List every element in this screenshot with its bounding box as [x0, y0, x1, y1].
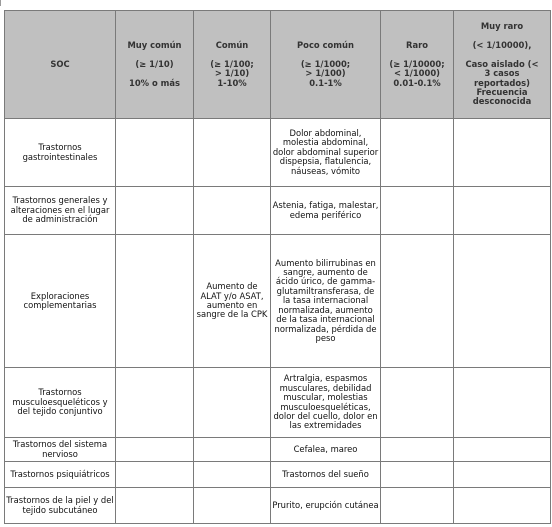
raro-cell — [381, 187, 454, 235]
header-soc: SOC — [5, 11, 116, 119]
raro-cell — [381, 438, 454, 462]
muy-comun-cell — [116, 235, 194, 368]
muy-comun-cell — [116, 119, 194, 187]
muy-comun-cell — [116, 187, 194, 235]
raro-cell — [381, 462, 454, 488]
soc-cell: Trastornos gastrointestinales — [5, 119, 116, 187]
muy-comun-cell — [116, 438, 194, 462]
header-comun: Común (≥ 1/100; > 1/10) 1-10% — [194, 11, 271, 119]
muy-raro-cell — [454, 438, 551, 462]
comun-cell — [194, 462, 271, 488]
table-row — [5, 462, 551, 488]
poco-comun-cell: Artralgia, espasmos musculares, debilidad muscular, molestias musculoesqueléticas, dolor del cuello, dolor en las extremidades — [271, 368, 381, 438]
soc-cell: Trastornos musculoesqueléticos y del tejido conjuntivo — [5, 368, 116, 438]
muy-raro-cell — [454, 235, 551, 368]
raro-cell — [381, 119, 454, 187]
muy-comun-cell — [116, 488, 194, 524]
table-row — [5, 235, 551, 368]
soc-cell: Trastornos generales y alteraciones en el lugar de administración — [5, 187, 116, 235]
muy-raro-cell — [454, 187, 551, 235]
poco-comun-cell: Cefalea, mareo — [271, 438, 381, 462]
soc-cell: Trastornos psiquiátricos — [5, 462, 116, 488]
poco-comun-cell: Aumento bilirrubinas en sangre, aumento de ácido úrico, de gamma-glutamiltransferasa, de la tasa internacional normalizada, aumento de la tasa internacional normalizada, pérdida de peso — [271, 235, 381, 368]
comun-cell: Aumento de ALAT y/o ASAT, aumento en sangre de la CPK — [194, 235, 271, 368]
comun-cell — [194, 368, 271, 438]
muy-raro-cell — [454, 488, 551, 524]
header-muy-comun: Muy común (≥ 1/10) 10% o más — [116, 11, 194, 119]
poco-comun-cell: Prurito, erupción cutánea — [271, 488, 381, 524]
muy-raro-cell — [454, 119, 551, 187]
soc-cell: Trastornos de la piel y del tejido subcutáneo — [5, 488, 116, 524]
table-row — [5, 488, 551, 524]
raro-cell — [381, 235, 454, 368]
muy-comun-cell — [116, 462, 194, 488]
muy-raro-cell — [454, 462, 551, 488]
soc-cell: Exploraciones complementarias — [5, 235, 116, 368]
table-row — [5, 187, 551, 235]
table-row — [5, 119, 551, 187]
header-poco-comun: Poco común (≥ 1/1000; > 1/100) 0.1-1% — [271, 11, 381, 119]
muy-comun-cell — [116, 368, 194, 438]
soc-cell: Trastornos del sistema nervioso — [5, 438, 116, 462]
page-corner-tick — [0, 0, 1, 6]
poco-comun-cell: Trastornos del sueño — [271, 462, 381, 488]
table-row — [5, 438, 551, 462]
adverse-reactions-table — [4, 10, 551, 524]
header-raro: Raro (≥ 1/10000; < 1/1000) 0.01-0.1% — [381, 11, 454, 119]
comun-cell — [194, 187, 271, 235]
table-row — [5, 368, 551, 438]
header-row — [5, 11, 551, 119]
raro-cell — [381, 488, 454, 524]
header-muy-raro: Muy raro (< 1/10000), Caso aislado (< 3 casos reportados) Frecuencia desconocida — [454, 11, 551, 119]
comun-cell — [194, 488, 271, 524]
poco-comun-cell: Dolor abdominal, molestia abdominal, dolor abdominal superior dispepsia, flatulencia, náuseas, vómito — [271, 119, 381, 187]
muy-raro-cell — [454, 368, 551, 438]
comun-cell — [194, 438, 271, 462]
raro-cell — [381, 368, 454, 438]
comun-cell — [194, 119, 271, 187]
poco-comun-cell: Astenia, fatiga, malestar, edema periférico — [271, 187, 381, 235]
